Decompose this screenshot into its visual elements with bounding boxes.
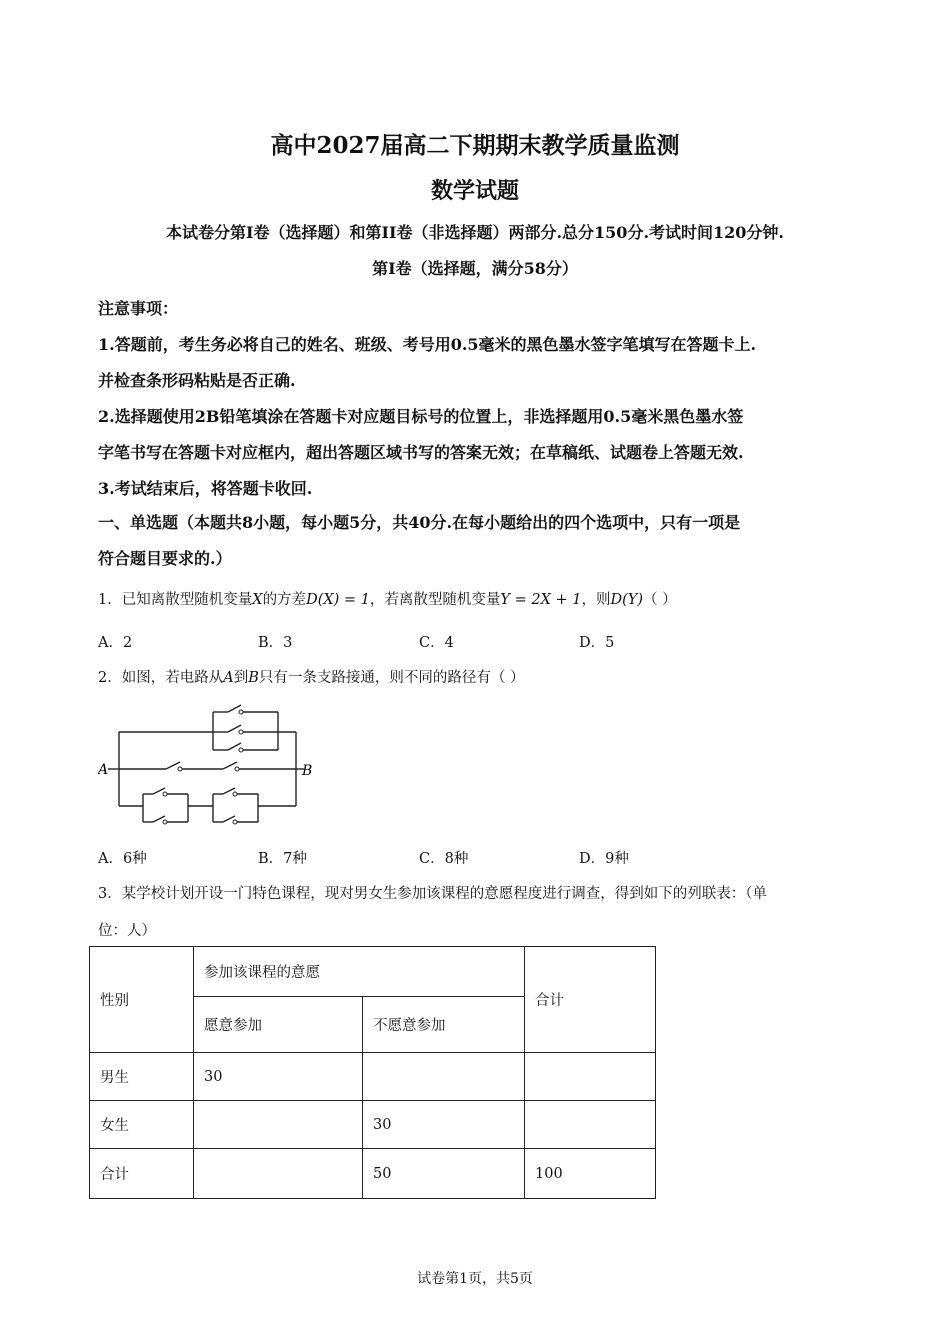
question-text: 2．如图，若电路从: [98, 670, 224, 686]
table-cell: [525, 1053, 656, 1101]
table-row: [90, 1101, 656, 1149]
option-d[interactable]: D．5: [579, 635, 615, 651]
notes-line: 2.选择题使用2B铅笔填涂在答题卡对应题目标号的位置上，非选择题用0.5毫米黑色墨水签: [98, 407, 744, 426]
table-cell: 30: [194, 1053, 363, 1101]
question-text: ，则: [581, 592, 611, 608]
table-cell: 30: [363, 1101, 525, 1149]
option-a[interactable]: A．2: [98, 635, 133, 651]
option-c[interactable]: C．8种: [419, 851, 469, 867]
table-header-willingness: 参加该课程的意愿: [194, 947, 525, 997]
math-var: X: [252, 592, 263, 608]
table-cell: 男生: [90, 1053, 194, 1101]
question-text: 1．已知离散型随机变量: [98, 592, 253, 608]
table-header-unwilling: 不愿意参加: [363, 997, 525, 1053]
section-line: 一、单选题（本题共8小题，每小题5分，共40分.在每小题给出的四个选项中，只有一项是: [98, 513, 741, 532]
exam-subtitle: 数学试题: [430, 178, 519, 204]
table-cell: 50: [363, 1149, 525, 1199]
table-cell: [363, 1053, 525, 1101]
contingency-table: [89, 946, 656, 1199]
table-cell: 100: [525, 1149, 656, 1199]
exam-intro: 本试卷分第I卷（选择题）和第II卷（非选择题）两部分.总分150分.考试时间120分钟.: [166, 223, 784, 242]
question-3-stem-cont: 位：人）: [98, 923, 156, 939]
terminal-b-label: B: [302, 763, 313, 779]
math-expression: Y = 2X + 1: [500, 592, 582, 608]
table-cell: [525, 1101, 656, 1149]
math-expression: D(Y): [610, 592, 644, 608]
option-a[interactable]: A．6种: [98, 851, 147, 867]
page-footer: 试卷第1页，共5页: [417, 1271, 533, 1287]
terminal-a-label: A: [98, 762, 109, 778]
math-expression: D(X) = 1: [306, 592, 370, 608]
math-var: B: [248, 670, 259, 686]
notes-heading: 注意事项：: [98, 299, 179, 318]
option-d[interactable]: D．9种: [579, 851, 629, 867]
question-text: （ ）: [643, 592, 677, 608]
section-line: 符合题目要求的.）: [98, 549, 232, 568]
notes-line: 并检查条形码粘贴是否正确.: [98, 371, 296, 390]
math-var: A: [223, 670, 234, 686]
table-row: [90, 1149, 656, 1199]
notes-line: 字笔书写在答题卡对应框内，超出答题区域书写的答案无效；在草稿纸、试题卷上答题无效.: [98, 443, 744, 462]
notes-block: [98, 291, 858, 507]
question-text: ，若离散型随机变量: [369, 592, 501, 608]
question-3-stem: 3．某学校计划开设一门特色课程，现对男女生参加该课程的意愿程度进行调查，得到如下的列联表：（单: [98, 886, 767, 902]
table-row: [90, 1053, 656, 1101]
option-b[interactable]: B．7种: [258, 851, 307, 867]
table-header-total: 合计: [525, 947, 656, 1053]
table-cell: [194, 1101, 363, 1149]
notes-line: 3.考试结束后，将答题卡收回.: [98, 479, 313, 498]
section-heading: [98, 505, 858, 577]
table-cell: [194, 1149, 363, 1199]
volume-heading: 第I卷（选择题，满分58分）: [372, 259, 578, 278]
question-1-stem: [98, 588, 677, 609]
table-cell: 合计: [90, 1149, 194, 1199]
question-text: 只有一条支路接通，则不同的路径有（ ）: [258, 670, 525, 686]
table-cell: 女生: [90, 1101, 194, 1149]
question-text: 到: [233, 670, 249, 686]
exam-title: 高中2027届高二下期期末教学质量监测: [270, 132, 680, 159]
question-text: 的方差: [262, 592, 307, 608]
notes-line: 1.答题前，考生务必将自己的姓名、班级、考号用0.5毫米的黑色墨水签字笔填写在答题卡上.: [98, 335, 757, 354]
table-header-gender: 性别: [90, 947, 194, 1053]
option-c[interactable]: C．4: [419, 635, 454, 651]
table-header-willing: 愿意参加: [194, 997, 363, 1053]
option-b[interactable]: B．3: [258, 635, 293, 651]
question-2-stem: [98, 666, 524, 687]
circuit-diagram: [98, 700, 328, 830]
